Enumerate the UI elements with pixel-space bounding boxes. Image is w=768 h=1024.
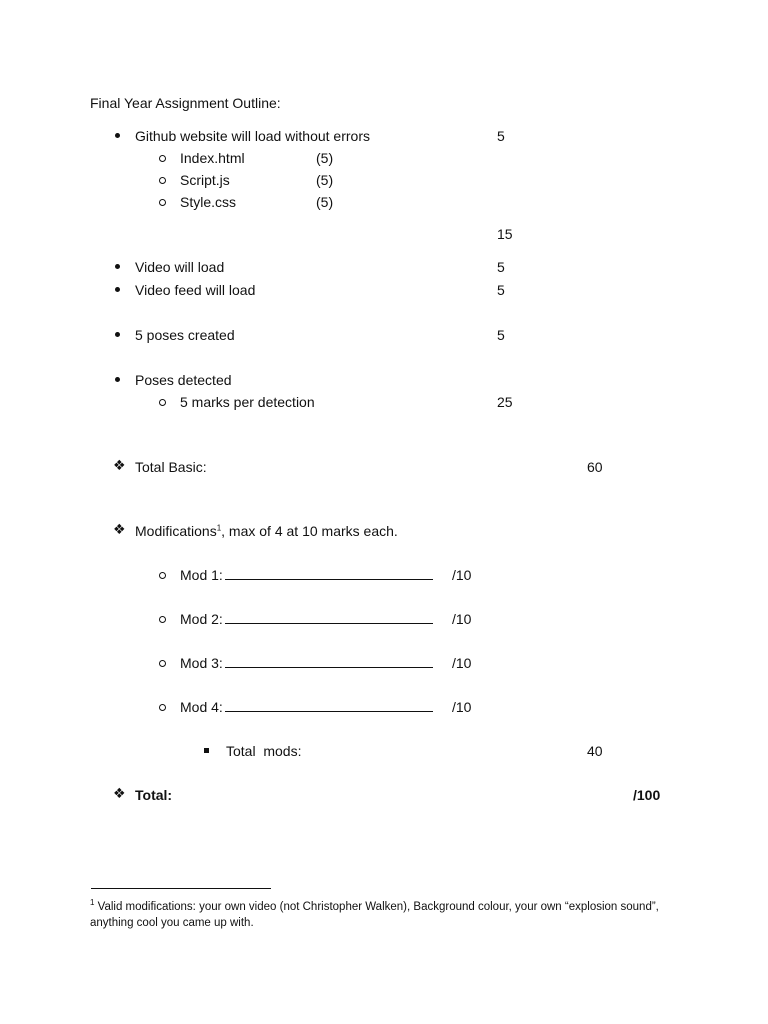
github-label: Github website will load without errors bbox=[135, 128, 370, 144]
poses-detected-label: Poses detected bbox=[135, 372, 232, 388]
mod-score: /10 bbox=[452, 567, 472, 583]
detection-marks: 25 bbox=[497, 394, 513, 410]
mod-score: /10 bbox=[452, 611, 472, 627]
total-mods-label: Total mods: bbox=[226, 743, 302, 759]
footnote-separator bbox=[91, 888, 271, 889]
bullet-dot bbox=[115, 264, 120, 269]
bullet-circle bbox=[159, 177, 166, 184]
diamond-bullet-icon: ❖ bbox=[113, 786, 126, 802]
footnote-text: Valid modifications: your own video (not Christopher Walken), Background colour, your own “explosion sound”, anything cool you came up with. bbox=[90, 901, 659, 929]
video-feed-label: Video feed will load bbox=[135, 282, 256, 298]
bullet-square bbox=[204, 748, 209, 753]
mod-row bbox=[180, 566, 433, 584]
bullet-circle bbox=[159, 660, 166, 667]
mod-blank-line[interactable] bbox=[225, 567, 433, 580]
mod-row bbox=[180, 654, 433, 672]
bullet-dot bbox=[115, 377, 120, 382]
mod-label: Mod 3: bbox=[180, 655, 223, 671]
video-feed-marks: 5 bbox=[497, 282, 505, 298]
document-title: Final Year Assignment Outline: bbox=[90, 95, 281, 111]
mod-label: Mod 2: bbox=[180, 611, 223, 627]
video-load-label: Video will load bbox=[135, 259, 225, 275]
bullet-dot bbox=[115, 133, 120, 138]
bullet-circle bbox=[159, 616, 166, 623]
poses-created-label: 5 poses created bbox=[135, 327, 235, 343]
mod-blank-line[interactable] bbox=[225, 699, 433, 712]
github-subtotal: 15 bbox=[497, 226, 513, 242]
footnote-number: 1 bbox=[90, 898, 95, 908]
github-marks: 5 bbox=[497, 128, 505, 144]
mod-score: /10 bbox=[452, 699, 472, 715]
modifications-label-rest: , max of 4 at 10 marks each. bbox=[221, 523, 398, 539]
modifications-heading bbox=[135, 522, 398, 540]
mod-blank-line[interactable] bbox=[225, 655, 433, 668]
file-name: Style.css bbox=[180, 194, 237, 210]
mod-blank-line[interactable] bbox=[225, 611, 433, 624]
diamond-bullet-icon: ❖ bbox=[113, 458, 126, 474]
mod-row bbox=[180, 610, 433, 628]
modifications-label: Modifications bbox=[135, 523, 217, 539]
mod-label: Mod 1: bbox=[180, 567, 223, 583]
mod-row bbox=[180, 698, 433, 716]
file-marks: (5) bbox=[316, 172, 334, 188]
mod-label: Mod 4: bbox=[180, 699, 223, 715]
total-mods-value: 40 bbox=[587, 743, 603, 759]
bullet-dot bbox=[115, 332, 120, 337]
file-marks: (5) bbox=[316, 150, 334, 166]
bullet-circle bbox=[159, 399, 166, 406]
total-basic-value: 60 bbox=[587, 459, 603, 475]
poses-created-marks: 5 bbox=[497, 327, 505, 343]
file-name: Script.js bbox=[180, 172, 230, 188]
file-name: Index.html bbox=[180, 150, 245, 166]
footnote bbox=[90, 899, 670, 931]
mod-score: /10 bbox=[452, 655, 472, 671]
detection-label: 5 marks per detection bbox=[180, 394, 315, 410]
bullet-dot bbox=[115, 287, 120, 292]
diamond-bullet-icon: ❖ bbox=[113, 522, 126, 538]
grand-total-label: Total: bbox=[135, 787, 173, 803]
grand-total-value: /100 bbox=[633, 787, 661, 803]
footnote-reference: 1 bbox=[216, 523, 222, 533]
bullet-circle bbox=[159, 704, 166, 711]
bullet-circle bbox=[159, 199, 166, 206]
bullet-circle bbox=[159, 155, 166, 162]
video-load-marks: 5 bbox=[497, 259, 505, 275]
total-basic-label: Total Basic: bbox=[135, 459, 207, 475]
file-marks: (5) bbox=[316, 194, 334, 210]
bullet-circle bbox=[159, 572, 166, 579]
